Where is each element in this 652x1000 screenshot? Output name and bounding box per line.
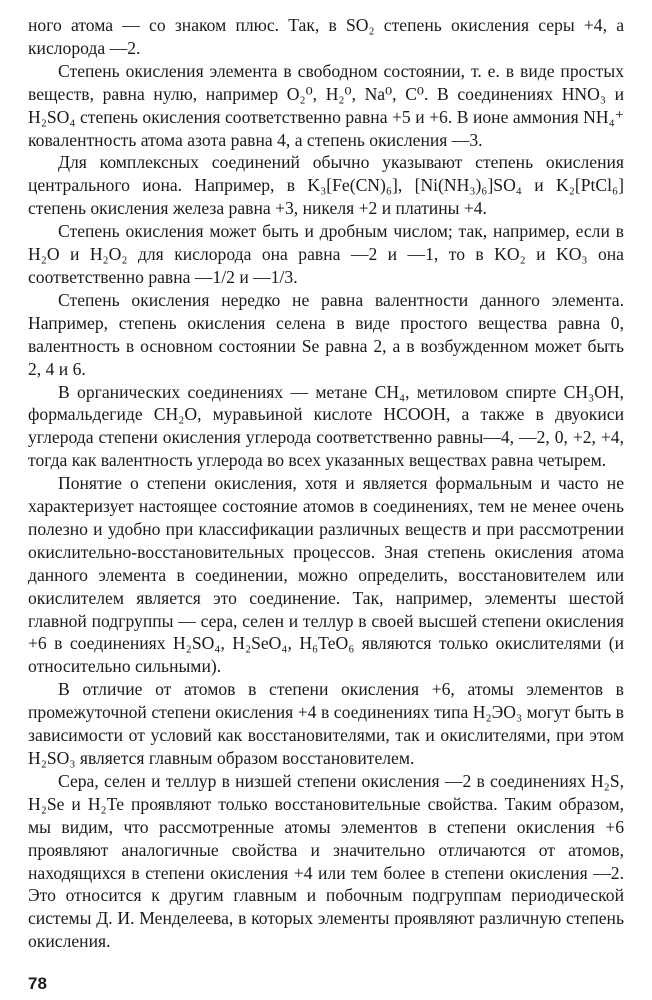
body-text	[28, 14, 624, 953]
paragraph-5: Степень окисления нередко не равна валентности данного элемента. Например, степень окисления селена в виде простого вещества равна 0, валентность в основном состоянии Se равна 2, а в возбужденном может быть 2, 4 и 6.	[28, 289, 624, 379]
paragraph-3: Для комплексных соединений обычно указывают степень окисления центрального иона. Например, в K₃[Fe(CN)₆], [Ni(NH₃)₆]SO₄ и K₂[PtCl₆] степень окисления железа равна +3, никеля +2 и платины +4.	[28, 152, 624, 219]
paragraph-7: Понятие о степени окисления, хотя и является формальным и часто не характеризует настоящее состояние атомов в соединениях, тем не менее очень полезно и удобно при классификации различных веществ и при рассмотрении окислительно-восстановительных процессов. Зная степень окисления атома данного элемента в соединении, можно определить, восстановителем или окислителем является это соединение. Так, например, элементы шестой главной подгруппы — сера, селен и теллур в своей высшей степени окисления +6 в соединениях H₂SO₄, H₂SeO₄, H₆TeO₆ являются только окислителями (и относительно сильными).	[28, 473, 624, 677]
paragraph-4: Степень окисления может быть и дробным числом; так, например, если в H₂O и H₂O₂ для кислорода она равна —2 и —1, то в KO₂ и KO₃ она соответственно равна —1/2 и —1/3.	[28, 221, 624, 287]
paragraph-8: В отличие от атомов в степени окисления +6, атомы элементов в промежуточной степени окисления +4 в соединениях типа H₂ЭO₃ могут быть в зависимости от условий как восстановителями, так и окислителями, при этом H₂SO₃ является главным образом восстановителем.	[28, 679, 624, 768]
page-number: 78	[28, 974, 47, 993]
paragraph-9: Сера, селен и теллур в низшей степени окисления —2 в соединениях H₂S, H₂Se и H₂Te проявляют только восстановительные свойства. Таким образом, мы видим, что рассмотренные атомы элементов в степени окисления +6 проявляют аналогичные свойства и значительно отличаются от атомов, находящихся в степени окисления +4 или тем более в степени окисления —2. Это относится к другим главным и побочным подгруппам периодической системы Д. И. Менделеева, в которых элементы проявляют различную степень окисления.	[28, 770, 624, 952]
paragraph-2: Степень окисления элемента в свободном состоянии, т. е. в виде простых веществ, равна нулю, например O₂⁰, H₂⁰, Na⁰, C⁰. В соединениях HNO₃ и H₂SO₄ степень окисления соответственно равна +5 и +6. В ионе аммония NH₄⁺ ковалентность атома азота равна 4, а степень окисления —3.	[28, 60, 624, 150]
paragraph-1: ного атома — со знаком плюс. Так, в SO₂ степень окисления серы +4, а кислорода —2.	[28, 15, 624, 58]
paragraph-6: В органических соединениях — метане CH₄, метиловом спирте CH₃OH, формальдегиде CH₂O, муравьиной кислоте HCOOH, а также в двуокиси углерода степени окисления углерода соответственно равны—4, —2, 0, +2, +4, тогда как валентность углерода во всех указанных веществах равна четырем.	[28, 381, 624, 471]
